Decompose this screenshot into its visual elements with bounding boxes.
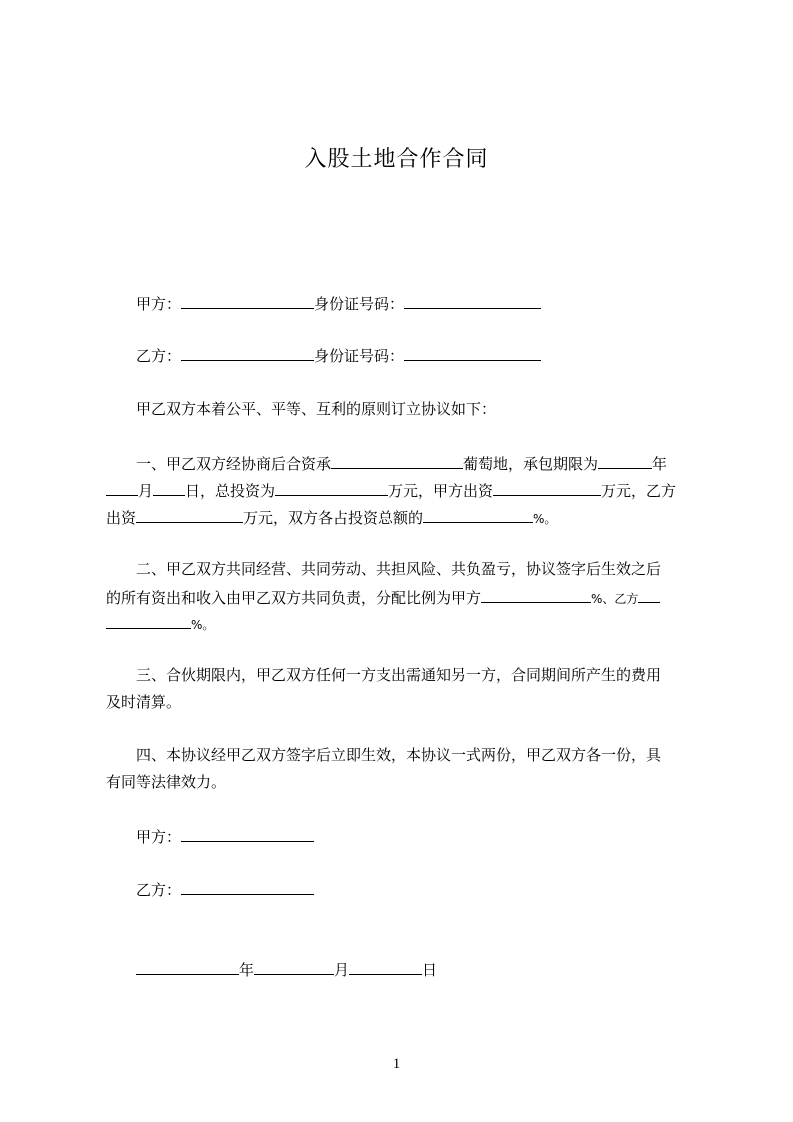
clause1-text: 万元，甲方出资 bbox=[388, 482, 494, 500]
share-ratio-blank[interactable] bbox=[423, 506, 533, 523]
date-month-blank[interactable] bbox=[254, 958, 334, 975]
clause1-text: 年 bbox=[652, 455, 668, 473]
party-b-id-blank[interactable] bbox=[404, 344, 541, 361]
party-a-line bbox=[136, 292, 541, 314]
party-b-investment-blank[interactable] bbox=[136, 506, 243, 523]
date-day-label: 日 bbox=[422, 961, 438, 979]
clause1-line2 bbox=[106, 479, 676, 501]
date-month-label: 月 bbox=[334, 961, 350, 979]
clause1-text: 葡萄地，承包期限为 bbox=[463, 455, 599, 473]
party-b-name-blank[interactable] bbox=[181, 344, 314, 361]
total-investment-blank[interactable] bbox=[275, 479, 388, 496]
signature-party-a-label: 甲方： bbox=[136, 828, 182, 846]
clause4-line1: 四、本协议经甲乙双方签字后立即生效，本协议一式两份，甲乙双方各一份，具 bbox=[136, 746, 662, 764]
clause2-text: %、乙方 bbox=[591, 592, 639, 606]
date-day-blank[interactable] bbox=[349, 958, 422, 975]
clause2-line1: 二、甲乙双方共同经营、共同劳动、共担风险、共负盈亏，协议签字后生效之后 bbox=[136, 560, 662, 578]
preamble: 甲乙双方本着公平、平等、互利的原则订立协议如下： bbox=[136, 400, 497, 418]
party-a-investment-blank[interactable] bbox=[493, 479, 601, 496]
party-b-id-label: 身份证号码： bbox=[314, 347, 405, 365]
party-b-label: 乙方： bbox=[136, 347, 182, 365]
party-b-ratio-blank-cont[interactable] bbox=[106, 612, 191, 629]
clause3-line2: 及时清算。 bbox=[106, 693, 182, 711]
clause2-text: 的所有资出和收入由甲乙双方共同负责，分配比例为甲方 bbox=[106, 589, 482, 607]
clause1-text: 万元，双方各占投资总额的 bbox=[243, 509, 424, 527]
party-a-id-label: 身份证号码： bbox=[314, 295, 405, 313]
signature-party-b bbox=[136, 878, 314, 900]
signature-party-a-blank[interactable] bbox=[181, 825, 314, 842]
clause1-text: 月 bbox=[138, 482, 154, 500]
signature-party-a bbox=[136, 825, 314, 847]
clause1-text: 万元，乙方 bbox=[601, 482, 677, 500]
clause1-text: %。 bbox=[533, 512, 557, 526]
clause1-line3 bbox=[106, 506, 556, 529]
clause1-text: 出资 bbox=[106, 509, 137, 527]
date-year-blank[interactable] bbox=[136, 958, 239, 975]
land-blank[interactable] bbox=[331, 452, 463, 469]
term-month-blank[interactable] bbox=[106, 479, 138, 496]
term-year-blank[interactable] bbox=[598, 452, 652, 469]
clause2-line2 bbox=[106, 586, 660, 609]
document-title: 入股土地合作合同 bbox=[304, 147, 489, 172]
clause4-line2: 有同等法律效力。 bbox=[106, 773, 227, 791]
page-number: 1 bbox=[392, 1056, 401, 1072]
party-a-id-blank[interactable] bbox=[404, 292, 541, 309]
term-day-blank[interactable] bbox=[153, 479, 185, 496]
party-a-name-blank[interactable] bbox=[181, 292, 314, 309]
clause1-text: 日，总投资为 bbox=[185, 482, 276, 500]
clause2-line3 bbox=[106, 612, 214, 635]
party-b-line bbox=[136, 344, 541, 366]
party-b-ratio-blank[interactable] bbox=[638, 586, 660, 603]
clause1-text: 一、甲乙双方经协商后合资承 bbox=[136, 455, 332, 473]
clause3-line1: 三、合伙期限内，甲乙双方任何一方支出需通知另一方，合同期间所产生的费用 bbox=[136, 666, 662, 684]
clause1-line1 bbox=[136, 452, 667, 474]
date-line bbox=[136, 958, 437, 980]
date-year-label: 年 bbox=[239, 961, 255, 979]
signature-party-b-label: 乙方： bbox=[136, 881, 182, 899]
party-a-ratio-blank[interactable] bbox=[481, 586, 591, 603]
signature-party-b-blank[interactable] bbox=[181, 878, 314, 895]
clause2-text: %。 bbox=[191, 618, 215, 632]
party-a-label: 甲方： bbox=[136, 295, 182, 313]
